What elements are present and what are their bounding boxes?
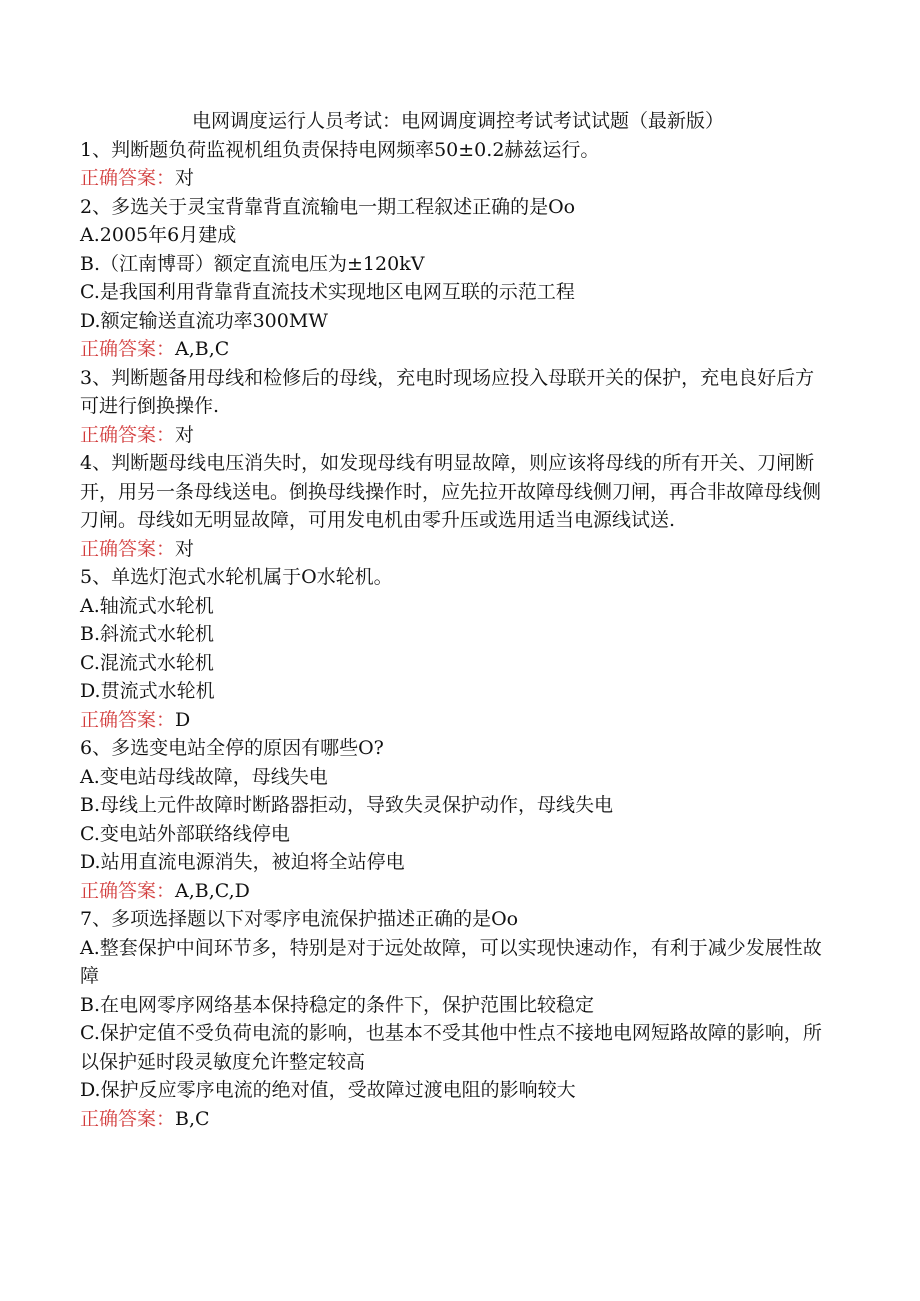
question-option: C.是我国利用背靠背直流技术实现地区电网互联的示范工程 (80, 281, 575, 303)
question-stem: 5、单选灯泡式水轮机属于O水轮机。 (80, 566, 393, 588)
answer-label: 正确答案： (80, 1107, 176, 1130)
question-option: A.2005年6月建成 (80, 224, 237, 246)
answer-label: 正确答案： (80, 167, 176, 189)
question-stem: 2、多选关于灵宝背靠背直流输电一期工程叙述正确的是Oo (80, 195, 576, 218)
answer-value: A,B,C (175, 338, 230, 360)
question-stem: 4、判断题母线电压消失时，如发现母线有明显故障，则应该将母线的所有开关、刀闸断开，用另一条母线送电。倒换母线操作时，应先拉开故障母线侧刀闸，再合非故障母线侧刀闸。母线如无明显故障，可用发电机由零升压或选用适当电源线试送. (80, 452, 822, 531)
answer-value: D (175, 708, 191, 731)
question-option: A.轴流式水轮机 (80, 594, 214, 617)
question-block (80, 905, 824, 1133)
answer-value: B,C (175, 1107, 210, 1130)
question-block (80, 449, 824, 563)
question-stem: 3、判断题备用母线和检修后的母线，充电时现场应投入母联开关的保护，充电良好后方可进行倒换操作. (80, 366, 815, 417)
answer-label: 正确答案： (80, 423, 176, 446)
answer-line (80, 877, 824, 906)
answer-line (80, 421, 824, 450)
answer-label: 正确答案： (80, 708, 176, 731)
answer-label: 正确答案： (80, 537, 176, 560)
answer-label: 正确答案： (80, 879, 176, 902)
answer-line (80, 706, 824, 735)
question-block (80, 734, 824, 905)
answer-line (80, 1105, 824, 1134)
question-option: C.混流式水轮机 (80, 651, 214, 674)
question-block (80, 193, 824, 364)
question-option: A.整套保护中间环节多，特别是对于远处故障，可以实现快速动作，有利于减少发展性故障 (80, 936, 822, 987)
question-block (80, 364, 824, 450)
answer-value: 对 (175, 537, 195, 560)
question-option: C.变电站外部联络线停电 (80, 822, 290, 845)
answer-value: A,B,C,D (175, 879, 250, 902)
question-option: D.额定输送直流功率300MW (80, 309, 328, 332)
answer-line (80, 164, 824, 193)
answer-value: 对 (175, 167, 195, 189)
answer-value: 对 (175, 423, 195, 446)
answer-line (80, 335, 824, 364)
question-option: B.斜流式水轮机 (80, 623, 215, 645)
question-option: D.贯流式水轮机 (80, 680, 215, 702)
answer-line (80, 535, 824, 564)
document-title: 电网调度运行人员考试：电网调度调控考试考试试题（最新版） (191, 110, 724, 132)
question-option: B.在电网零序网络基本保持稳定的条件下，保护范围比较稳定 (80, 993, 595, 1016)
question-option: B.母线上元件故障时断路器拒动，导致失灵保护动作，母线失电 (80, 794, 614, 816)
question-option: C.保护定值不受负荷电流的影响，也基本不受其他中性点不接地电网短路故障的影响，所以保护延时段灵敏度允许整定较高 (80, 1022, 822, 1073)
question-stem: 1、判断题负荷监视机组负责保持电网频率50±0.2赫兹运行。 (80, 138, 600, 161)
question-option: D.站用直流电源消失，被迫将全站停电 (80, 851, 405, 873)
question-stem: 7、多项选择题以下对零序电流保护描述正确的是Oo (80, 908, 519, 930)
question-block (80, 563, 824, 734)
question-block (80, 136, 824, 193)
question-stem: 6、多选变电站全停的原因有哪些O? (80, 737, 384, 759)
answer-label: 正确答案： (80, 338, 176, 360)
question-option: D.保护反应零序电流的绝对值，受故障过渡电阻的影响较大 (80, 1079, 576, 1101)
question-option: A.变电站母线故障，母线失电 (80, 765, 328, 788)
question-option: B.（江南博哥）额定直流电压为±120kV (80, 252, 425, 275)
